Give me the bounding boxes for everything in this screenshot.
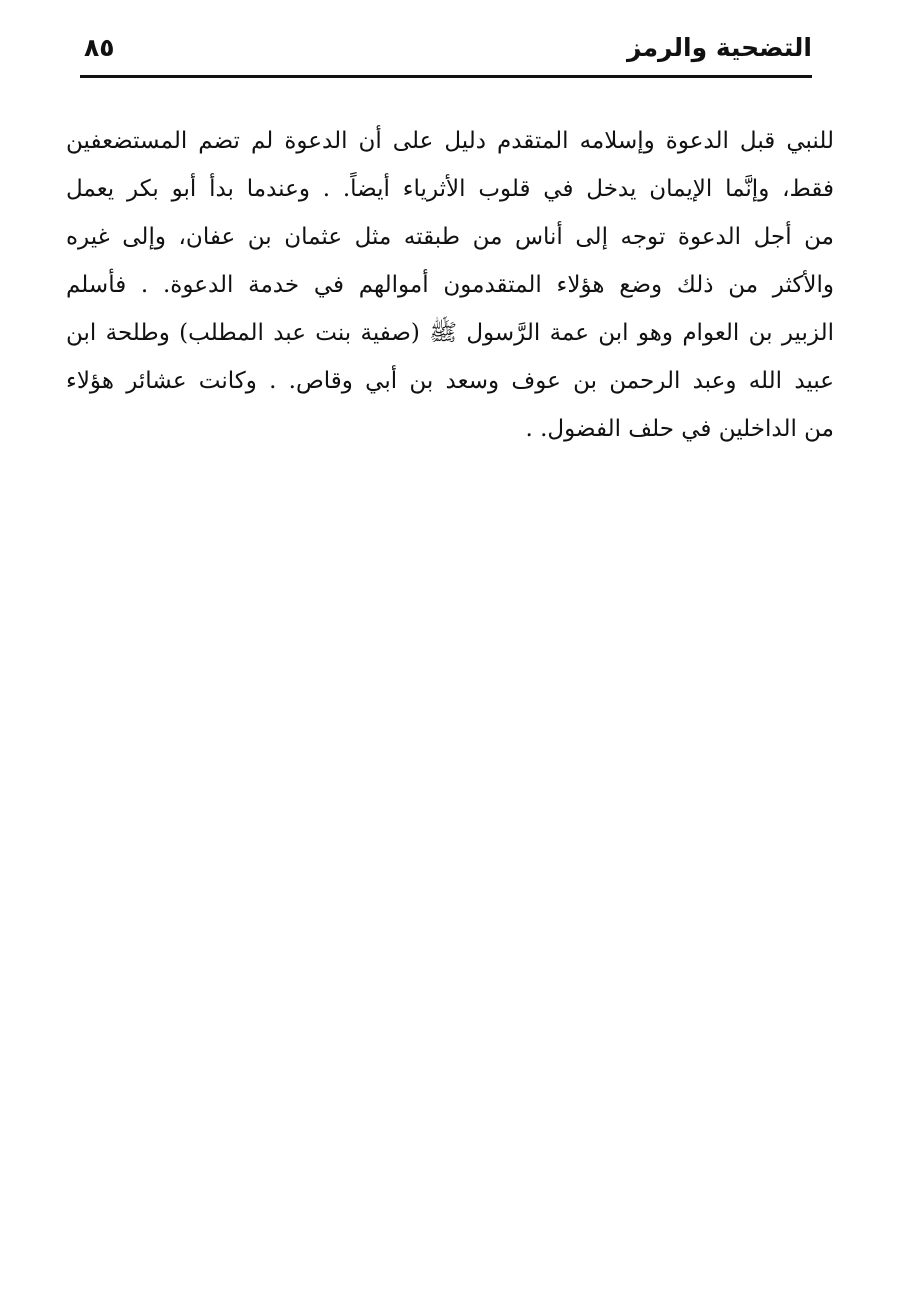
text-line-2: فقط، وإنَّما الإيمان يدخل في قلوب الأثرياء أيضاً. . وعندما بدأ أبو بكر يعمل [66,176,834,202]
running-title: التضحية والرمز [627,33,812,62]
text-line-4: والأكثر من ذلك وضع هؤلاء المتقدمون أموالهم في خدمة الدعوة. . فأسلم [66,272,834,298]
page-header [80,26,812,74]
text-line-5: الزبير بن العوام وهو ابن عمة الرَّسول ﷺ (صفية بنت عبد المطلب) وطلحة ابن [66,320,834,346]
text-line-1: للنبي قبل الدعوة وإسلامه المتقدم دليل على أن الدعوة لم تضم المستضعفين [66,128,834,154]
page-number: ٨٥ [84,33,115,62]
header-rule [80,75,812,78]
text-line-7: من الداخلين في حلف الفضول. . [525,416,834,442]
text-line-3: من أجل الدعوة توجه إلى أناس من طبقته مثل عثمان بن عفان، وإلى غيره [66,224,834,250]
body-paragraph [66,117,834,453]
text-line-6: عبيد الله وعبد الرحمن بن عوف وسعد بن أبي وقاص. . وكانت عشائر هؤلاء [66,368,834,394]
